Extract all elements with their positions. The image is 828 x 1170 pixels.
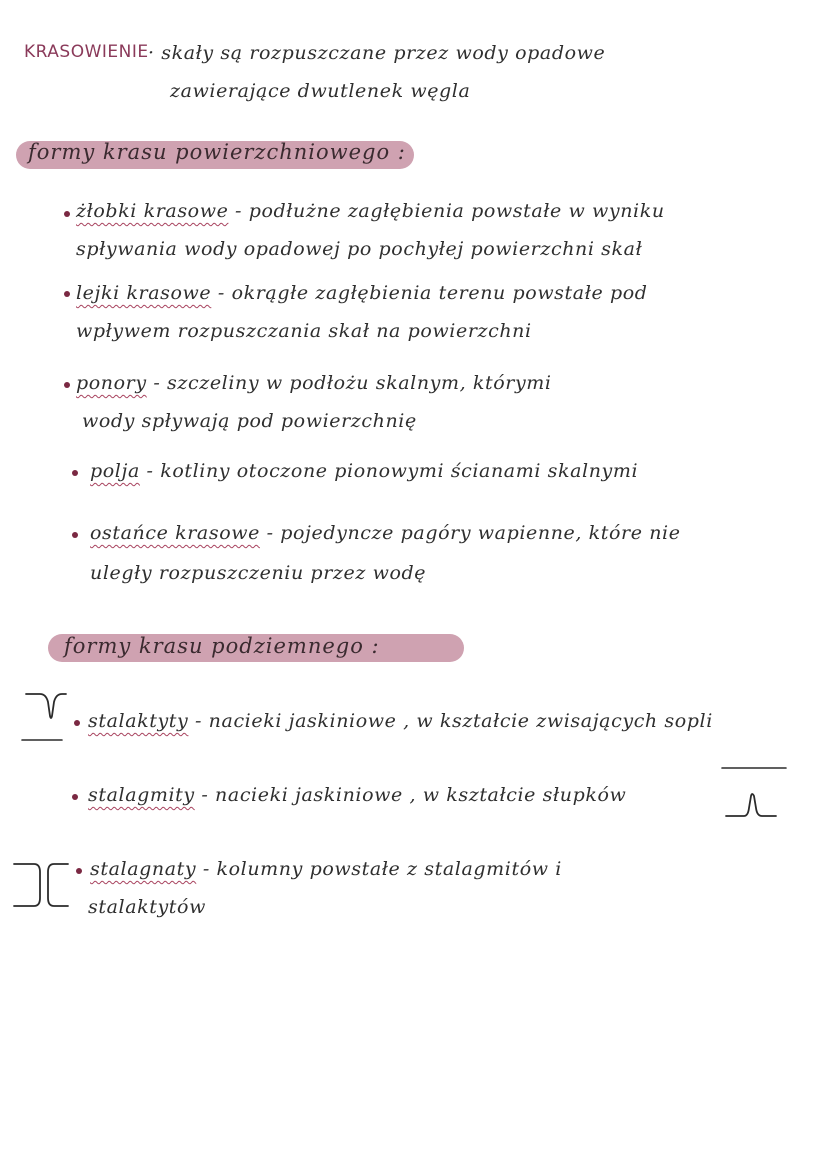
item-term: stalagnaty	[90, 858, 197, 880]
list-item-line-1	[90, 460, 638, 482]
item-description: - podłużne zagłębienia powstałe w wyniku	[228, 200, 665, 222]
list-item-line-2: wpływem rozpuszczania skał na powierzchni	[76, 320, 532, 342]
item-description: - kotliny otoczone pionowymi ścianami skalnymi	[139, 460, 639, 482]
definition-line-2: zawierające dwutlenek węgla	[170, 80, 471, 102]
item-description: - nacieki jaskiniowe , w kształcie zwisających sopli	[188, 710, 713, 732]
list-item-line-2: wody spływają pod powierzchnię	[82, 410, 417, 432]
bullet-dot	[72, 470, 78, 476]
bullet-dot	[74, 720, 80, 726]
bullet-dot	[64, 382, 70, 388]
item-term: żłobki krasowe	[76, 200, 229, 222]
item-term: polja	[90, 460, 140, 482]
bullet-dot	[72, 794, 78, 800]
item-term: ostańce krasowe	[90, 522, 260, 544]
stalagmite-icon	[718, 760, 790, 822]
list-item-line-1	[90, 858, 562, 880]
item-description: - okrągłe zagłębienia terenu powstałe pod	[211, 282, 648, 304]
item-term: lejki krasowe	[76, 282, 212, 304]
list-item-line-1	[76, 282, 648, 304]
item-term: stalaktyty	[88, 710, 189, 732]
section-underground-title: formy krasu podziemnego :	[64, 634, 380, 658]
bullet-dot	[76, 868, 82, 874]
list-item-line-2: uległy rozpuszczeniu przez wodę	[90, 562, 427, 584]
list-item-line-1	[76, 200, 665, 222]
list-item-line-1	[90, 522, 681, 544]
list-item-line-2: spływania wody opadowej po pochyłej powierzchni skał	[76, 238, 643, 260]
item-description: - nacieki jaskiniowe , w kształcie słupków	[194, 784, 627, 806]
item-description: - pojedyncze pagóry wapienne, które nie	[259, 522, 681, 544]
bullet-dot	[64, 291, 70, 297]
section-surface-title: formy krasu powierzchniowego :	[28, 140, 406, 164]
list-item-line-1	[88, 710, 713, 732]
stalagnate-icon	[10, 858, 70, 914]
definition-line-1: · skały są rozpuszczane przez wody opadowe	[148, 42, 606, 64]
bullet-dot	[64, 211, 70, 217]
list-item-line-1	[76, 372, 552, 394]
item-term: ponory	[76, 372, 147, 394]
item-description: - kolumny powstałe z stalagmitów i	[196, 858, 562, 880]
bullet-dot	[72, 532, 78, 538]
definition-term: KRASOWIENIE	[24, 42, 149, 62]
list-item-line-1	[88, 784, 626, 806]
item-term: stalagmity	[88, 784, 195, 806]
item-description: - szczeliny w podłożu skalnym, którymi	[146, 372, 552, 394]
stalactite-icon	[18, 688, 68, 746]
list-item-line-2: stalaktytów	[88, 896, 206, 918]
